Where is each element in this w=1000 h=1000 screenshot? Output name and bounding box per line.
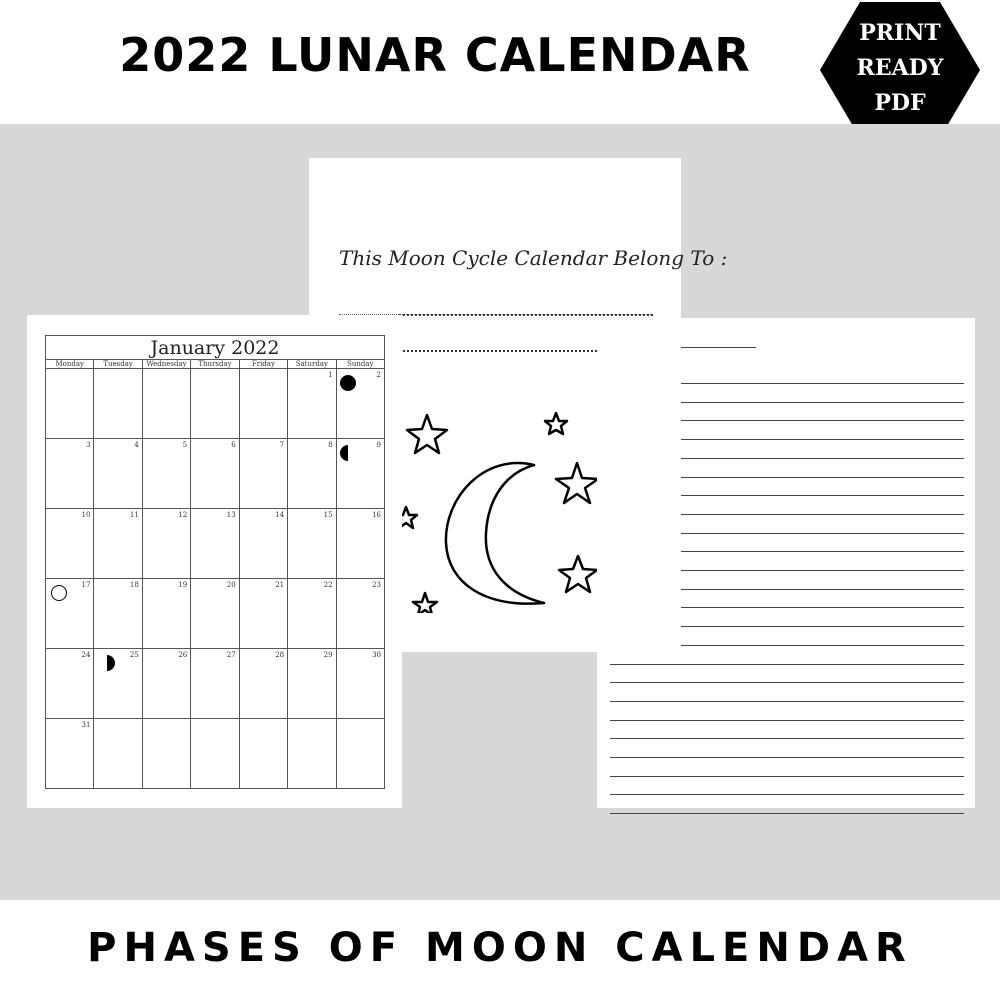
ruled-line bbox=[610, 664, 964, 665]
ruled-line bbox=[610, 794, 964, 795]
notes-title-line bbox=[681, 347, 756, 348]
star-icon bbox=[559, 556, 597, 592]
calendar-day-cell bbox=[191, 439, 239, 509]
calendar-day-cell bbox=[142, 719, 190, 789]
calendar-day-cell bbox=[239, 719, 287, 789]
calendar-day-cell bbox=[336, 579, 384, 649]
calendar-day-cell bbox=[239, 509, 287, 579]
day-number: 26 bbox=[178, 651, 188, 659]
calendar-day-cell bbox=[191, 649, 239, 719]
calendar-day-cell bbox=[46, 579, 94, 649]
calendar-week-row bbox=[46, 509, 385, 579]
weekday-wednesday: Wednesday bbox=[142, 360, 190, 369]
calendar-day-cell bbox=[191, 719, 239, 789]
moon-and-stars-illustration bbox=[394, 403, 614, 613]
calendar-day-cell bbox=[142, 369, 190, 439]
star-icon bbox=[407, 415, 447, 453]
day-number: 9 bbox=[376, 441, 381, 449]
calendar-day-cell bbox=[239, 579, 287, 649]
page-title: 2022 LUNAR CALENDAR bbox=[119, 28, 751, 82]
day-number: 10 bbox=[81, 511, 91, 519]
calendar-day-cell bbox=[336, 439, 384, 509]
day-number: 29 bbox=[323, 651, 333, 659]
badge-line-pdf: PDF bbox=[874, 90, 926, 116]
ruled-line bbox=[610, 738, 964, 739]
crescent-moon-icon bbox=[446, 463, 544, 604]
ruled-line bbox=[681, 514, 964, 515]
notes-page bbox=[597, 318, 975, 808]
first-quarter-icon bbox=[339, 444, 357, 462]
star-icon bbox=[545, 413, 567, 434]
calendar-day-cell bbox=[46, 369, 94, 439]
calendar-day-cell bbox=[336, 509, 384, 579]
day-number: 8 bbox=[328, 441, 333, 449]
day-number: 25 bbox=[129, 651, 139, 659]
ruled-line bbox=[610, 757, 964, 758]
calendar-day-cell bbox=[94, 439, 142, 509]
calendar-day-cell bbox=[191, 579, 239, 649]
calendar-day-cell bbox=[94, 719, 142, 789]
calendar-day-cell bbox=[191, 509, 239, 579]
calendar-day-cell bbox=[94, 649, 142, 719]
star-icon bbox=[413, 593, 437, 613]
ruled-line bbox=[681, 607, 964, 608]
calendar-day-cell bbox=[239, 649, 287, 719]
calendar-day-cell bbox=[94, 509, 142, 579]
day-number: 30 bbox=[372, 651, 381, 659]
calendar-day-cell bbox=[288, 509, 336, 579]
calendar-week-row bbox=[46, 439, 385, 509]
day-number: 20 bbox=[226, 581, 236, 589]
day-number: 6 bbox=[231, 441, 236, 449]
ruled-line bbox=[681, 551, 964, 552]
day-number: 28 bbox=[275, 651, 285, 659]
full-moon-icon bbox=[50, 584, 68, 602]
day-number: 31 bbox=[81, 721, 91, 729]
ruled-line bbox=[610, 776, 964, 777]
ruled-line bbox=[610, 682, 964, 683]
calendar-day-cell bbox=[46, 719, 94, 789]
ruled-line bbox=[681, 533, 964, 534]
weekday-thursday: Thursday bbox=[191, 360, 239, 369]
day-number: 11 bbox=[129, 511, 139, 519]
calendar-grid bbox=[45, 359, 385, 789]
calendar-day-cell bbox=[94, 579, 142, 649]
day-number: 7 bbox=[279, 441, 285, 449]
star-icon bbox=[556, 463, 598, 503]
badge-text bbox=[820, 16, 980, 121]
day-number: 13 bbox=[226, 511, 236, 519]
day-number: 23 bbox=[372, 581, 381, 589]
calendar-day-cell bbox=[191, 369, 239, 439]
calendar-week-row bbox=[46, 579, 385, 649]
badge-line-ready: READY bbox=[856, 55, 944, 81]
calendar-day-cell bbox=[288, 369, 336, 439]
weekday-sunday: Sunday bbox=[336, 360, 384, 369]
day-number: 17 bbox=[81, 581, 91, 589]
calendar-day-cell bbox=[239, 439, 287, 509]
belong-to-text: This Moon Cycle Calendar Belong To : bbox=[339, 246, 728, 270]
print-ready-badge bbox=[820, 0, 980, 140]
calendar-day-cell bbox=[142, 649, 190, 719]
day-number: 15 bbox=[323, 511, 333, 519]
calendar-day-cell bbox=[46, 439, 94, 509]
day-number: 12 bbox=[178, 511, 188, 519]
day-number: 14 bbox=[275, 511, 285, 519]
calendar-day-cell bbox=[142, 579, 190, 649]
ruled-line bbox=[610, 720, 964, 721]
calendar-day-cell bbox=[288, 719, 336, 789]
calendar-day-cell bbox=[46, 509, 94, 579]
ruled-line bbox=[681, 402, 964, 403]
day-number: 21 bbox=[275, 581, 285, 589]
ruled-line bbox=[681, 589, 964, 590]
weekday-monday: Monday bbox=[46, 360, 94, 369]
weekday-tuesday: Tuesday bbox=[94, 360, 142, 369]
calendar-day-cell bbox=[239, 369, 287, 439]
calendar-week-row bbox=[46, 649, 385, 719]
ruled-line bbox=[681, 477, 964, 478]
day-number: 1 bbox=[328, 371, 333, 379]
day-number: 2 bbox=[376, 371, 381, 379]
ruled-line bbox=[681, 626, 964, 627]
calendar-day-cell bbox=[336, 649, 384, 719]
weekday-friday: Friday bbox=[239, 360, 287, 369]
day-number: 5 bbox=[182, 441, 188, 449]
day-number: 18 bbox=[129, 581, 139, 589]
calendar-day-cell bbox=[46, 649, 94, 719]
calendar-day-cell bbox=[94, 369, 142, 439]
weekday-header-row bbox=[46, 360, 385, 369]
day-number: 19 bbox=[178, 581, 188, 589]
calendar-day-cell bbox=[142, 439, 190, 509]
ruled-line bbox=[681, 420, 964, 421]
footer-title: PHASES OF MOON CALENDAR bbox=[87, 925, 913, 971]
day-number: 22 bbox=[323, 581, 333, 589]
badge-line-print: PRINT bbox=[859, 20, 941, 46]
day-number: 24 bbox=[81, 651, 91, 659]
calendar-day-cell bbox=[288, 579, 336, 649]
ruled-line bbox=[610, 701, 964, 702]
january-calendar-page bbox=[27, 315, 402, 808]
last-quarter-icon bbox=[98, 654, 116, 672]
ruled-line bbox=[681, 383, 964, 384]
ruled-line bbox=[681, 439, 964, 440]
day-number: 16 bbox=[372, 511, 381, 519]
ruled-line bbox=[610, 813, 964, 814]
calendar-day-cell bbox=[288, 439, 336, 509]
day-number: 27 bbox=[226, 651, 236, 659]
day-number: 4 bbox=[134, 441, 139, 449]
calendar-week-row bbox=[46, 719, 385, 789]
new-moon-icon bbox=[339, 374, 357, 392]
calendar-week-row bbox=[46, 369, 385, 439]
calendar-day-cell bbox=[336, 719, 384, 789]
calendar-day-cell bbox=[336, 369, 384, 439]
ruled-line bbox=[681, 495, 964, 496]
calendar-month-title: January 2022 bbox=[45, 335, 385, 359]
ruled-line bbox=[681, 645, 964, 646]
day-number: 3 bbox=[85, 441, 91, 449]
ruled-line bbox=[681, 570, 964, 571]
calendar-day-cell bbox=[142, 509, 190, 579]
calendar-day-cell bbox=[288, 649, 336, 719]
name-line-1-bold bbox=[399, 314, 653, 316]
ruled-line bbox=[681, 458, 964, 459]
weekday-saturday: Saturday bbox=[288, 360, 336, 369]
